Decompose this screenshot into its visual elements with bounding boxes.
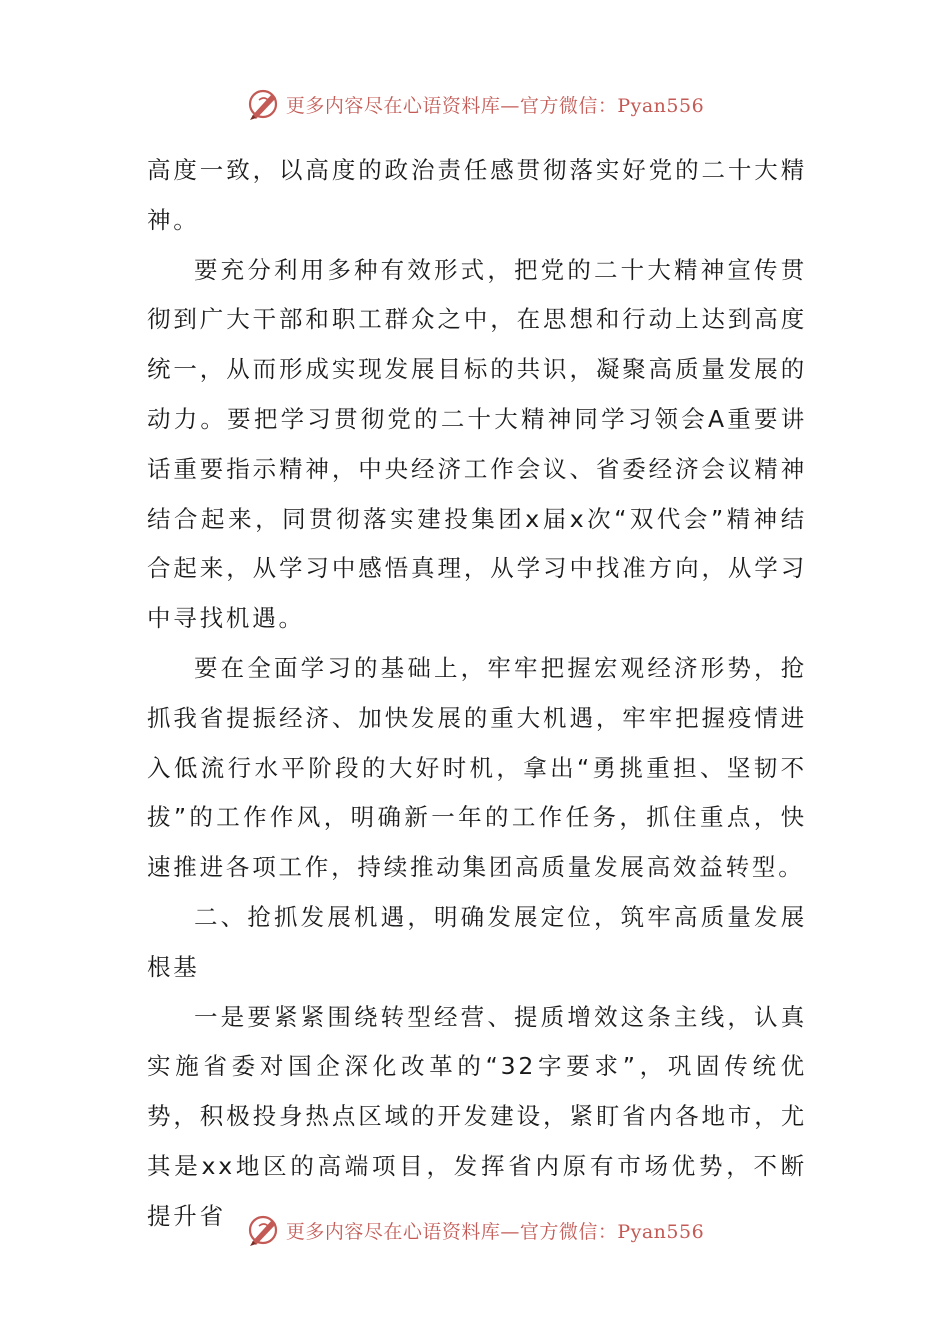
watermark-text: 更多内容尽在心语资料库—官方微信：Pyan556	[285, 1220, 705, 1243]
pen-logo-icon	[246, 1212, 282, 1248]
header-watermark	[0, 84, 950, 124]
footer-watermark	[0, 1210, 950, 1250]
paragraph: 要在全面学习的基础上，牢牢把握宏观经济形势，抢抓我省提振经济、加快发展的重大机遇，牢牢把握疫情进入低流行水平阶段的大好时机，拿出“勇挑重担、坚韧不拔”的工作作风，明确新一年的工作任务，抓住重点，快速推进各项工作，持续推动集团高质量发展高效益转型。	[147, 653, 807, 882]
paragraph: 一是要紧紧围绕转型经营、提质增效这条主线，认真实施省委对国企深化改革的“32字要求”，巩固传统优势，积极投身热点区域的开发建设，紧盯省内各地市，尤其是xx地区的高端项目，发挥省内原有市场优势，不断提升省	[147, 1002, 807, 1230]
section-heading: 二、抢抓发展机遇，明确发展定位，筑牢高质量发展根基	[147, 902, 807, 981]
paragraph: 高度一致，以高度的政治责任感贯彻落实好党的二十大精神。	[147, 156, 807, 234]
paragraph: 要充分利用多种有效形式，把党的二十大精神宣传贯彻到广大干部和职工群众之中，在思想和行动上达到高度统一，从而形成实现发展目标的共识，凝聚高质量发展的动力。要把学习贯彻党的二十大精神同学习领会A重要讲话重要指示精神，中央经济工作会议、省委经济会议精神结合起来，同贯彻落实建投集团x届x次“双代会”精神结合起来，从学习中感悟真理，从学习中找准方向，从学习中寻找机遇。	[147, 255, 807, 633]
document-body	[147, 146, 807, 1242]
pen-logo-icon	[246, 86, 282, 122]
watermark-text: 更多内容尽在心语资料库—官方微信：Pyan556	[285, 94, 705, 117]
